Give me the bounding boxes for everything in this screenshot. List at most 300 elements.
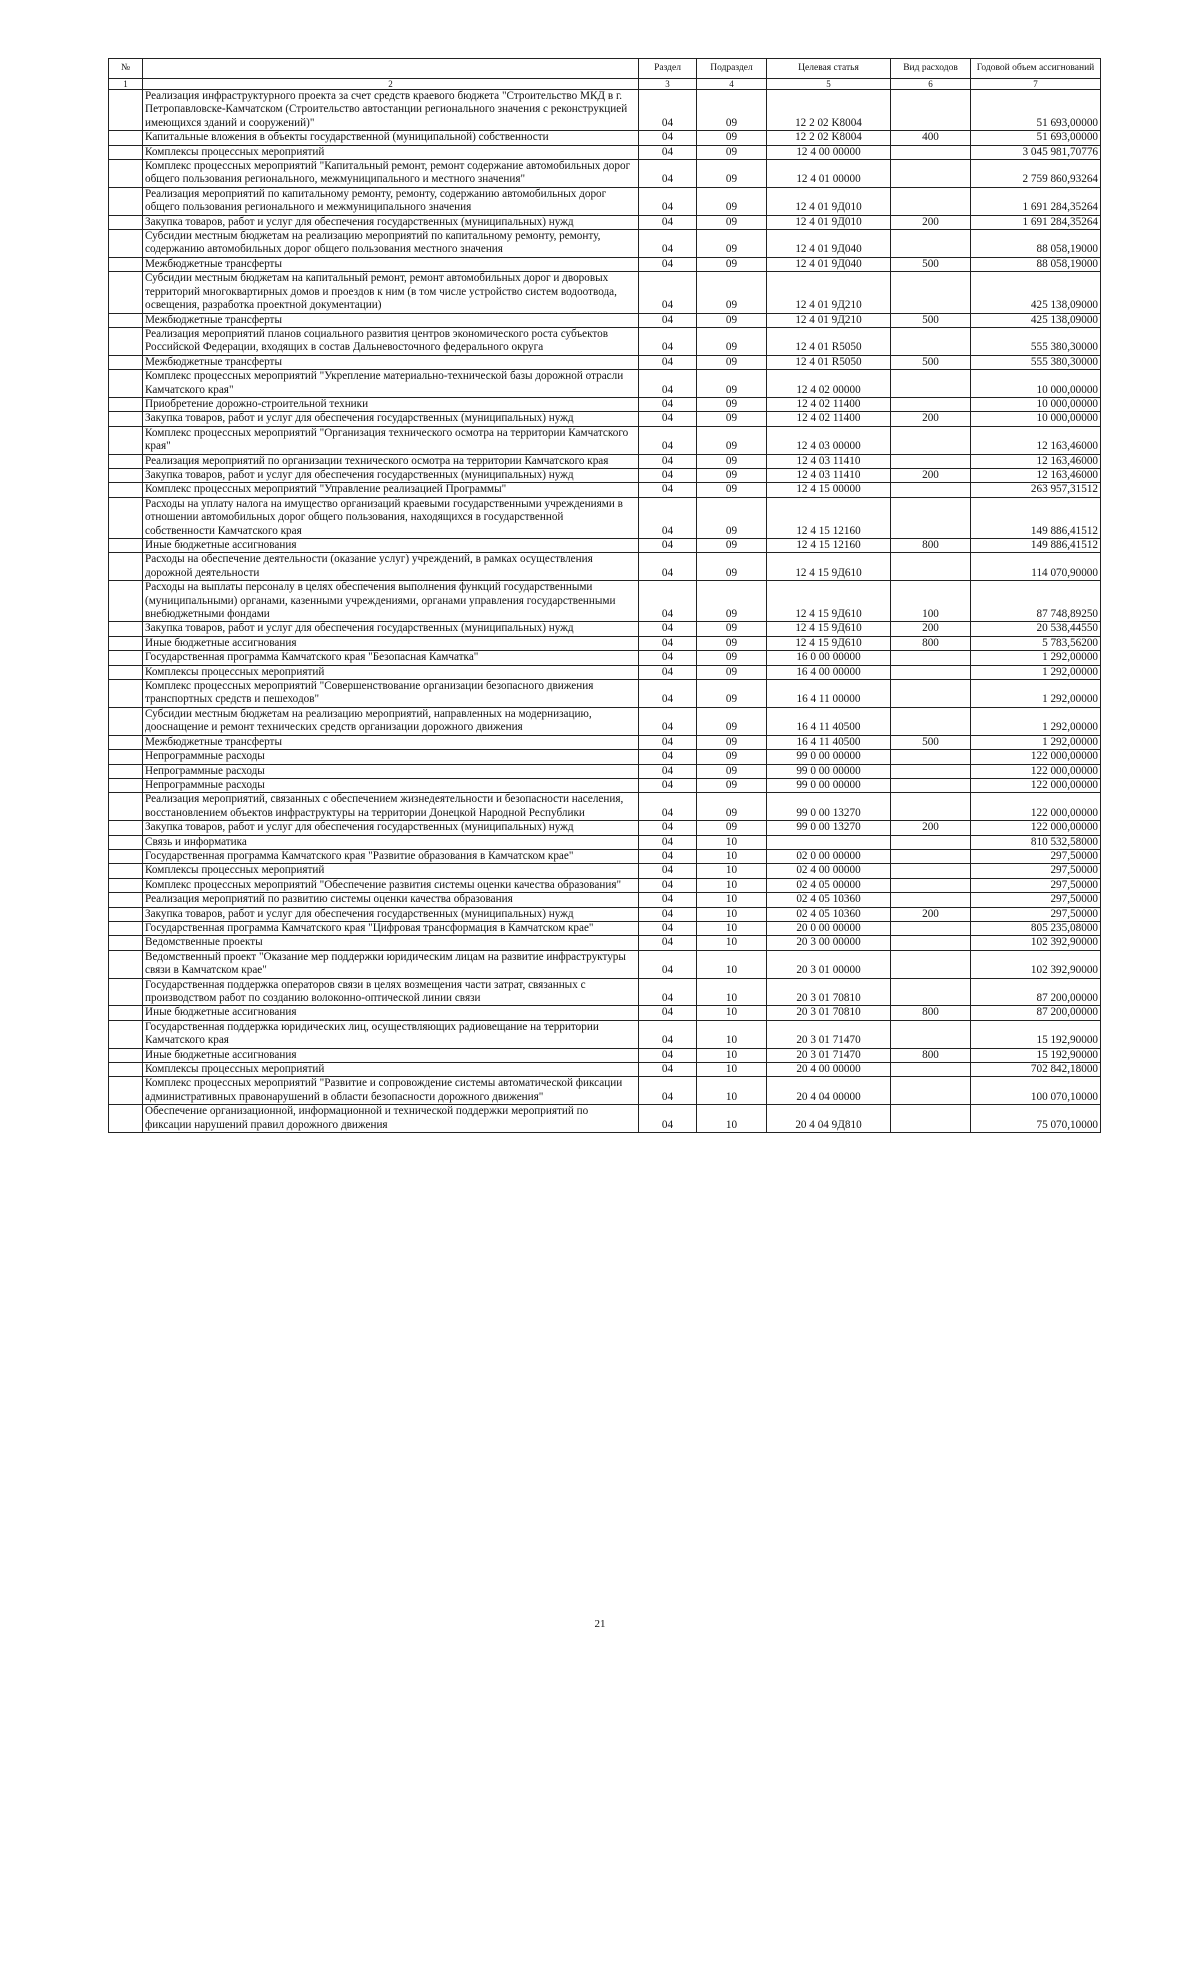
row-section-cell: 04 bbox=[639, 355, 697, 369]
row-subsection-cell: 10 bbox=[697, 1077, 767, 1105]
row-expense-type-cell: 200 bbox=[891, 412, 971, 426]
header-annual: Годовой объем ассигнований bbox=[971, 59, 1101, 79]
row-number-cell bbox=[109, 778, 143, 792]
row-number-cell bbox=[109, 215, 143, 229]
row-section-cell: 04 bbox=[639, 651, 697, 665]
table-row bbox=[109, 978, 1101, 1006]
row-number-cell bbox=[109, 272, 143, 313]
row-number-cell bbox=[109, 750, 143, 764]
row-target-cell: 20 4 04 00000 bbox=[767, 1077, 891, 1105]
row-section-cell: 04 bbox=[639, 764, 697, 778]
row-target-cell: 02 4 05 10360 bbox=[767, 893, 891, 907]
table-row bbox=[109, 553, 1101, 581]
row-section-cell: 04 bbox=[639, 327, 697, 355]
row-name-cell: Капитальные вложения в объекты государственной (муниципальной) собственности bbox=[143, 131, 639, 145]
row-target-cell: 12 4 03 11410 bbox=[767, 454, 891, 468]
row-amount-cell: 297,50000 bbox=[971, 907, 1101, 921]
table-row bbox=[109, 835, 1101, 849]
row-subsection-cell: 10 bbox=[697, 864, 767, 878]
row-subsection-cell: 10 bbox=[697, 936, 767, 950]
row-expense-type-cell bbox=[891, 230, 971, 258]
row-target-cell: 12 4 01 R5050 bbox=[767, 327, 891, 355]
table-row bbox=[109, 272, 1101, 313]
row-section-cell: 04 bbox=[639, 397, 697, 411]
row-number-cell bbox=[109, 864, 143, 878]
row-name-cell: Межбюджетные трансферты bbox=[143, 257, 639, 271]
row-expense-type-cell: 800 bbox=[891, 539, 971, 553]
row-target-cell: 99 0 00 00000 bbox=[767, 778, 891, 792]
row-number-cell bbox=[109, 1105, 143, 1133]
row-name-cell: Закупка товаров, работ и услуг для обеспечения государственных (муниципальных) нужд bbox=[143, 622, 639, 636]
row-number-cell bbox=[109, 313, 143, 327]
row-amount-cell: 87 200,00000 bbox=[971, 1006, 1101, 1020]
row-subsection-cell: 09 bbox=[697, 636, 767, 650]
row-name-cell: Комплексы процессных мероприятий bbox=[143, 1063, 639, 1077]
row-number-cell bbox=[109, 1077, 143, 1105]
row-name-cell: Комплекс процессных мероприятий "Обеспечение развития системы оценки качества образования" bbox=[143, 878, 639, 892]
row-section-cell: 04 bbox=[639, 313, 697, 327]
row-section-cell: 04 bbox=[639, 864, 697, 878]
row-section-cell: 04 bbox=[639, 778, 697, 792]
row-subsection-cell: 09 bbox=[697, 131, 767, 145]
table-row bbox=[109, 907, 1101, 921]
row-target-cell: 16 4 11 00000 bbox=[767, 680, 891, 708]
budget-table bbox=[108, 58, 1101, 1133]
row-section-cell: 04 bbox=[639, 426, 697, 454]
row-name-cell: Государственная поддержка юридических лиц, осуществляющих радиовещание на территории Камчатского края bbox=[143, 1020, 639, 1048]
table-row bbox=[109, 764, 1101, 778]
row-name-cell: Государственная программа Камчатского края "Цифровая трансформация в Камчатском крае" bbox=[143, 921, 639, 935]
row-number-cell bbox=[109, 370, 143, 398]
row-section-cell: 04 bbox=[639, 1020, 697, 1048]
table-row bbox=[109, 622, 1101, 636]
row-name-cell: Иные бюджетные ассигнования bbox=[143, 539, 639, 553]
row-subsection-cell: 09 bbox=[697, 90, 767, 131]
row-amount-cell: 263 957,31512 bbox=[971, 483, 1101, 497]
row-name-cell: Комплекс процессных мероприятий "Развитие и сопровождение системы автоматической фиксации административных правонарушений в области безопасности дорожного движения" bbox=[143, 1077, 639, 1105]
table-row bbox=[109, 778, 1101, 792]
table-row bbox=[109, 581, 1101, 622]
row-subsection-cell: 09 bbox=[697, 272, 767, 313]
row-name-cell: Обеспечение организационной, информационной и технической поддержки мероприятий по фиксации нарушений правил дорожного движения bbox=[143, 1105, 639, 1133]
row-section-cell: 04 bbox=[639, 978, 697, 1006]
table-row bbox=[109, 483, 1101, 497]
row-number-cell bbox=[109, 187, 143, 215]
row-target-cell: 99 0 00 13270 bbox=[767, 793, 891, 821]
table-row bbox=[109, 735, 1101, 749]
row-subsection-cell: 10 bbox=[697, 978, 767, 1006]
row-expense-type-cell: 800 bbox=[891, 1048, 971, 1062]
row-name-cell: Межбюджетные трансферты bbox=[143, 355, 639, 369]
row-name-cell: Непрограммные расходы bbox=[143, 778, 639, 792]
row-target-cell: 12 4 00 00000 bbox=[767, 145, 891, 159]
column-number-row bbox=[109, 79, 1101, 90]
row-amount-cell: 75 070,10000 bbox=[971, 1105, 1101, 1133]
row-subsection-cell: 09 bbox=[697, 497, 767, 538]
row-subsection-cell: 09 bbox=[697, 539, 767, 553]
table-row bbox=[109, 160, 1101, 188]
row-section-cell: 04 bbox=[639, 581, 697, 622]
column-number: 3 bbox=[639, 79, 697, 90]
row-target-cell: 20 3 01 70810 bbox=[767, 978, 891, 1006]
row-amount-cell: 297,50000 bbox=[971, 864, 1101, 878]
row-subsection-cell: 09 bbox=[697, 187, 767, 215]
table-row bbox=[109, 327, 1101, 355]
row-expense-type-cell bbox=[891, 707, 971, 735]
row-amount-cell: 702 842,18000 bbox=[971, 1063, 1101, 1077]
row-number-cell bbox=[109, 636, 143, 650]
row-amount-cell: 1 691 284,35264 bbox=[971, 187, 1101, 215]
row-amount-cell: 122 000,00000 bbox=[971, 764, 1101, 778]
row-number-cell bbox=[109, 707, 143, 735]
row-target-cell: 12 4 15 9Д610 bbox=[767, 553, 891, 581]
row-name-cell: Расходы на уплату налога на имущество организаций краевыми государственными учреждениями в отношении автомобильных дорог общего пользования, находящихся в государственной собственности Камчатского края bbox=[143, 497, 639, 538]
table-row bbox=[109, 257, 1101, 271]
row-target-cell: 16 4 00 00000 bbox=[767, 665, 891, 679]
row-name-cell: Реализация мероприятий по организации технического осмотра на территории Камчатского края bbox=[143, 454, 639, 468]
row-number-cell bbox=[109, 793, 143, 821]
row-amount-cell: 10 000,00000 bbox=[971, 412, 1101, 426]
row-section-cell: 04 bbox=[639, 553, 697, 581]
row-amount-cell: 12 163,46000 bbox=[971, 426, 1101, 454]
row-number-cell bbox=[109, 131, 143, 145]
row-target-cell: 16 4 11 40500 bbox=[767, 707, 891, 735]
table-row bbox=[109, 1006, 1101, 1020]
row-amount-cell: 102 392,90000 bbox=[971, 936, 1101, 950]
row-number-cell bbox=[109, 978, 143, 1006]
row-expense-type-cell: 500 bbox=[891, 355, 971, 369]
row-amount-cell: 149 886,41512 bbox=[971, 539, 1101, 553]
row-subsection-cell: 10 bbox=[697, 921, 767, 935]
row-target-cell: 12 4 01 9Д010 bbox=[767, 187, 891, 215]
row-name-cell: Закупка товаров, работ и услуг для обеспечения государственных (муниципальных) нужд bbox=[143, 412, 639, 426]
page-number: 21 bbox=[594, 1618, 606, 1630]
table-row bbox=[109, 497, 1101, 538]
row-amount-cell: 15 192,90000 bbox=[971, 1048, 1101, 1062]
row-amount-cell: 425 138,09000 bbox=[971, 313, 1101, 327]
row-subsection-cell: 09 bbox=[697, 622, 767, 636]
row-amount-cell: 51 693,00000 bbox=[971, 90, 1101, 131]
table-row bbox=[109, 412, 1101, 426]
header-target: Целевая статья bbox=[767, 59, 891, 79]
table-row bbox=[109, 950, 1101, 978]
row-expense-type-cell bbox=[891, 778, 971, 792]
row-section-cell: 04 bbox=[639, 230, 697, 258]
row-name-cell: Иные бюджетные ассигнования bbox=[143, 1048, 639, 1062]
table-row bbox=[109, 680, 1101, 708]
row-expense-type-cell bbox=[891, 864, 971, 878]
row-subsection-cell: 10 bbox=[697, 878, 767, 892]
row-section-cell: 04 bbox=[639, 707, 697, 735]
row-expense-type-cell bbox=[891, 651, 971, 665]
table-row bbox=[109, 864, 1101, 878]
row-section-cell: 04 bbox=[639, 187, 697, 215]
table-row bbox=[109, 636, 1101, 650]
row-amount-cell: 122 000,00000 bbox=[971, 750, 1101, 764]
row-target-cell: 16 4 11 40500 bbox=[767, 735, 891, 749]
table-row bbox=[109, 1048, 1101, 1062]
row-name-cell: Субсидии местным бюджетам на реализацию мероприятий по капитальному ремонту, ремонту, содержанию автомобильных дорог общего пользования местного значения bbox=[143, 230, 639, 258]
row-expense-type-cell bbox=[891, 835, 971, 849]
row-section-cell: 04 bbox=[639, 257, 697, 271]
row-target-cell: 12 4 15 12160 bbox=[767, 539, 891, 553]
row-expense-type-cell bbox=[891, 921, 971, 935]
row-subsection-cell: 09 bbox=[697, 821, 767, 835]
table-row bbox=[109, 355, 1101, 369]
row-target-cell: 12 4 02 00000 bbox=[767, 370, 891, 398]
row-expense-type-cell bbox=[891, 793, 971, 821]
row-name-cell: Комплексы процессных мероприятий bbox=[143, 864, 639, 878]
row-amount-cell: 3 045 981,70776 bbox=[971, 145, 1101, 159]
table-row bbox=[109, 665, 1101, 679]
table-row bbox=[109, 426, 1101, 454]
row-section-cell: 04 bbox=[639, 936, 697, 950]
row-target-cell: 12 4 01 00000 bbox=[767, 160, 891, 188]
row-number-cell bbox=[109, 397, 143, 411]
row-name-cell: Комплексы процессных мероприятий bbox=[143, 665, 639, 679]
row-name-cell: Иные бюджетные ассигнования bbox=[143, 636, 639, 650]
row-number-cell bbox=[109, 539, 143, 553]
row-amount-cell: 122 000,00000 bbox=[971, 778, 1101, 792]
row-expense-type-cell bbox=[891, 553, 971, 581]
row-amount-cell: 810 532,58000 bbox=[971, 835, 1101, 849]
row-name-cell: Комплекс процессных мероприятий "Укрепление материально-технической базы дорожной отрасли Камчатского края" bbox=[143, 370, 639, 398]
row-name-cell: Реализация мероприятий по развитию системы оценки качества образования bbox=[143, 893, 639, 907]
row-section-cell: 04 bbox=[639, 636, 697, 650]
row-section-cell: 04 bbox=[639, 1063, 697, 1077]
row-subsection-cell: 09 bbox=[697, 750, 767, 764]
row-section-cell: 04 bbox=[639, 907, 697, 921]
row-section-cell: 04 bbox=[639, 622, 697, 636]
row-number-cell bbox=[109, 835, 143, 849]
row-amount-cell: 88 058,19000 bbox=[971, 230, 1101, 258]
row-subsection-cell: 09 bbox=[697, 370, 767, 398]
row-amount-cell: 555 380,30000 bbox=[971, 355, 1101, 369]
row-section-cell: 04 bbox=[639, 878, 697, 892]
row-number-cell bbox=[109, 921, 143, 935]
row-number-cell bbox=[109, 907, 143, 921]
row-name-cell: Иные бюджетные ассигнования bbox=[143, 1006, 639, 1020]
row-amount-cell: 20 538,44550 bbox=[971, 622, 1101, 636]
row-target-cell: 20 4 04 9Д810 bbox=[767, 1105, 891, 1133]
row-section-cell: 04 bbox=[639, 539, 697, 553]
row-target-cell: 99 0 00 00000 bbox=[767, 764, 891, 778]
row-target-cell: 20 3 01 71470 bbox=[767, 1020, 891, 1048]
row-amount-cell: 87 200,00000 bbox=[971, 978, 1101, 1006]
header-expense-type: Вид расходов bbox=[891, 59, 971, 79]
table-row bbox=[109, 1063, 1101, 1077]
row-expense-type-cell bbox=[891, 454, 971, 468]
row-target-cell: 12 4 15 00000 bbox=[767, 483, 891, 497]
row-expense-type-cell: 400 bbox=[891, 131, 971, 145]
row-section-cell: 04 bbox=[639, 950, 697, 978]
row-subsection-cell: 09 bbox=[697, 778, 767, 792]
table-row bbox=[109, 849, 1101, 863]
row-expense-type-cell bbox=[891, 145, 971, 159]
row-expense-type-cell bbox=[891, 750, 971, 764]
row-number-cell bbox=[109, 1006, 143, 1020]
row-number-cell bbox=[109, 665, 143, 679]
column-number: 4 bbox=[697, 79, 767, 90]
row-amount-cell: 1 691 284,35264 bbox=[971, 215, 1101, 229]
row-subsection-cell: 10 bbox=[697, 1048, 767, 1062]
row-amount-cell: 12 163,46000 bbox=[971, 454, 1101, 468]
row-expense-type-cell bbox=[891, 90, 971, 131]
row-name-cell: Закупка товаров, работ и услуг для обеспечения государственных (муниципальных) нужд bbox=[143, 907, 639, 921]
row-subsection-cell: 10 bbox=[697, 849, 767, 863]
row-number-cell bbox=[109, 454, 143, 468]
row-amount-cell: 1 292,00000 bbox=[971, 665, 1101, 679]
row-section-cell: 04 bbox=[639, 665, 697, 679]
row-amount-cell: 805 235,08000 bbox=[971, 921, 1101, 935]
row-section-cell: 04 bbox=[639, 793, 697, 821]
table-row bbox=[109, 878, 1101, 892]
row-target-cell: 02 0 00 00000 bbox=[767, 849, 891, 863]
row-target-cell: 12 2 02 K8004 bbox=[767, 131, 891, 145]
row-expense-type-cell bbox=[891, 160, 971, 188]
row-name-cell: Комплексы процессных мероприятий bbox=[143, 145, 639, 159]
row-subsection-cell: 09 bbox=[697, 483, 767, 497]
row-section-cell: 04 bbox=[639, 370, 697, 398]
table-row bbox=[109, 90, 1101, 131]
row-section-cell: 04 bbox=[639, 750, 697, 764]
row-section-cell: 04 bbox=[639, 893, 697, 907]
row-subsection-cell: 09 bbox=[697, 313, 767, 327]
row-name-cell: Реализация мероприятий, связанных с обеспечением жизнедеятельности и безопасности населения, восстановлением объектов инфраструктуры на территории Донецкой Народной Республики bbox=[143, 793, 639, 821]
row-subsection-cell: 09 bbox=[697, 665, 767, 679]
row-number-cell bbox=[109, 327, 143, 355]
table-row bbox=[109, 821, 1101, 835]
header-num: № bbox=[109, 59, 143, 79]
row-target-cell: 20 3 01 00000 bbox=[767, 950, 891, 978]
row-section-cell: 04 bbox=[639, 468, 697, 482]
row-number-cell bbox=[109, 764, 143, 778]
row-target-cell: 12 4 02 11400 bbox=[767, 397, 891, 411]
row-subsection-cell: 10 bbox=[697, 950, 767, 978]
table-row bbox=[109, 1020, 1101, 1048]
row-expense-type-cell: 100 bbox=[891, 581, 971, 622]
row-subsection-cell: 09 bbox=[697, 412, 767, 426]
row-subsection-cell: 10 bbox=[697, 1020, 767, 1048]
row-number-cell bbox=[109, 581, 143, 622]
row-target-cell: 02 4 00 00000 bbox=[767, 864, 891, 878]
row-subsection-cell: 10 bbox=[697, 835, 767, 849]
row-amount-cell: 88 058,19000 bbox=[971, 257, 1101, 271]
row-subsection-cell: 09 bbox=[697, 764, 767, 778]
table-row bbox=[109, 215, 1101, 229]
row-target-cell: 12 4 15 9Д610 bbox=[767, 622, 891, 636]
row-expense-type-cell bbox=[891, 1105, 971, 1133]
row-subsection-cell: 09 bbox=[697, 793, 767, 821]
table-row bbox=[109, 131, 1101, 145]
row-name-cell: Закупка товаров, работ и услуг для обеспечения государственных (муниципальных) нужд bbox=[143, 821, 639, 835]
table-row bbox=[109, 651, 1101, 665]
row-subsection-cell: 09 bbox=[697, 355, 767, 369]
row-subsection-cell: 09 bbox=[697, 454, 767, 468]
row-expense-type-cell bbox=[891, 878, 971, 892]
row-name-cell: Закупка товаров, работ и услуг для обеспечения государственных (муниципальных) нужд bbox=[143, 468, 639, 482]
column-number: 7 bbox=[971, 79, 1101, 90]
table-row bbox=[109, 1077, 1101, 1105]
row-number-cell bbox=[109, 1048, 143, 1062]
row-subsection-cell: 09 bbox=[697, 707, 767, 735]
row-number-cell bbox=[109, 355, 143, 369]
row-subsection-cell: 09 bbox=[697, 581, 767, 622]
row-number-cell bbox=[109, 160, 143, 188]
row-name-cell: Реализация инфраструктурного проекта за счет средств краевого бюджета "Строительство МКД в г. Петропавловске-Камчатском (Строительство автостанции регионального значения с реконструкцией имеющихся зданий и сооружений)" bbox=[143, 90, 639, 131]
row-target-cell: 12 4 03 11410 bbox=[767, 468, 891, 482]
row-expense-type-cell bbox=[891, 950, 971, 978]
row-expense-type-cell bbox=[891, 327, 971, 355]
row-name-cell: Комплекс процессных мероприятий "Совершенствование организации безопасного движения транспортных средств и пешеходов" bbox=[143, 680, 639, 708]
table-row bbox=[109, 793, 1101, 821]
row-amount-cell: 5 783,56200 bbox=[971, 636, 1101, 650]
row-target-cell: 02 4 05 10360 bbox=[767, 907, 891, 921]
row-target-cell: 20 3 00 00000 bbox=[767, 936, 891, 950]
row-amount-cell: 1 292,00000 bbox=[971, 707, 1101, 735]
row-section-cell: 04 bbox=[639, 849, 697, 863]
row-section-cell: 04 bbox=[639, 680, 697, 708]
row-section-cell: 04 bbox=[639, 735, 697, 749]
row-amount-cell: 12 163,46000 bbox=[971, 468, 1101, 482]
row-name-cell: Закупка товаров, работ и услуг для обеспечения государственных (муниципальных) нужд bbox=[143, 215, 639, 229]
row-subsection-cell: 10 bbox=[697, 893, 767, 907]
row-section-cell: 04 bbox=[639, 90, 697, 131]
row-expense-type-cell bbox=[891, 764, 971, 778]
table-row bbox=[109, 370, 1101, 398]
row-section-cell: 04 bbox=[639, 921, 697, 935]
table-row bbox=[109, 145, 1101, 159]
row-amount-cell: 102 392,90000 bbox=[971, 950, 1101, 978]
row-amount-cell: 122 000,00000 bbox=[971, 793, 1101, 821]
row-expense-type-cell: 200 bbox=[891, 907, 971, 921]
row-target-cell: 12 4 15 12160 bbox=[767, 497, 891, 538]
row-section-cell: 04 bbox=[639, 1105, 697, 1133]
row-name-cell: Межбюджетные трансферты bbox=[143, 735, 639, 749]
row-name-cell: Субсидии местным бюджетам на реализацию мероприятий, направленных на модернизацию, дооснащение и ремонт технических средств организации дорожного движения bbox=[143, 707, 639, 735]
row-target-cell: 12 4 15 9Д610 bbox=[767, 636, 891, 650]
row-section-cell: 04 bbox=[639, 131, 697, 145]
row-name-cell: Реализация мероприятий по капитальному ремонту, ремонту, содержанию автомобильных дорог общего пользования регионального и межмуниципального значения bbox=[143, 187, 639, 215]
row-subsection-cell: 10 bbox=[697, 1063, 767, 1077]
row-amount-cell: 555 380,30000 bbox=[971, 327, 1101, 355]
row-name-cell: Приобретение дорожно-строительной техники bbox=[143, 397, 639, 411]
row-expense-type-cell: 200 bbox=[891, 821, 971, 835]
row-name-cell: Комплекс процессных мероприятий "Капитальный ремонт, ремонт содержание автомобильных дорог общего пользования регионального, межмуниципального и местного значения" bbox=[143, 160, 639, 188]
row-number-cell bbox=[109, 426, 143, 454]
table-header-row bbox=[109, 59, 1101, 79]
row-number-cell bbox=[109, 735, 143, 749]
row-section-cell: 04 bbox=[639, 821, 697, 835]
table-row bbox=[109, 230, 1101, 258]
table-row bbox=[109, 187, 1101, 215]
row-section-cell: 04 bbox=[639, 1077, 697, 1105]
row-amount-cell: 1 292,00000 bbox=[971, 651, 1101, 665]
row-expense-type-cell bbox=[891, 272, 971, 313]
row-section-cell: 04 bbox=[639, 1006, 697, 1020]
row-expense-type-cell: 500 bbox=[891, 313, 971, 327]
header-section: Раздел bbox=[639, 59, 697, 79]
table-body bbox=[109, 90, 1101, 1133]
row-name-cell: Комплекс процессных мероприятий "Организация технического осмотра на территории Камчатского края" bbox=[143, 426, 639, 454]
row-target-cell: 12 4 03 00000 bbox=[767, 426, 891, 454]
row-name-cell: Расходы на выплаты персоналу в целях обеспечения выполнения функций государственными (муниципальными) органами, казенными учреждениями, органами управления государственными внебюджетными фондами bbox=[143, 581, 639, 622]
row-target-cell: 20 4 00 00000 bbox=[767, 1063, 891, 1077]
row-expense-type-cell bbox=[891, 497, 971, 538]
row-number-cell bbox=[109, 1020, 143, 1048]
row-expense-type-cell: 800 bbox=[891, 1006, 971, 1020]
row-target-cell bbox=[767, 835, 891, 849]
